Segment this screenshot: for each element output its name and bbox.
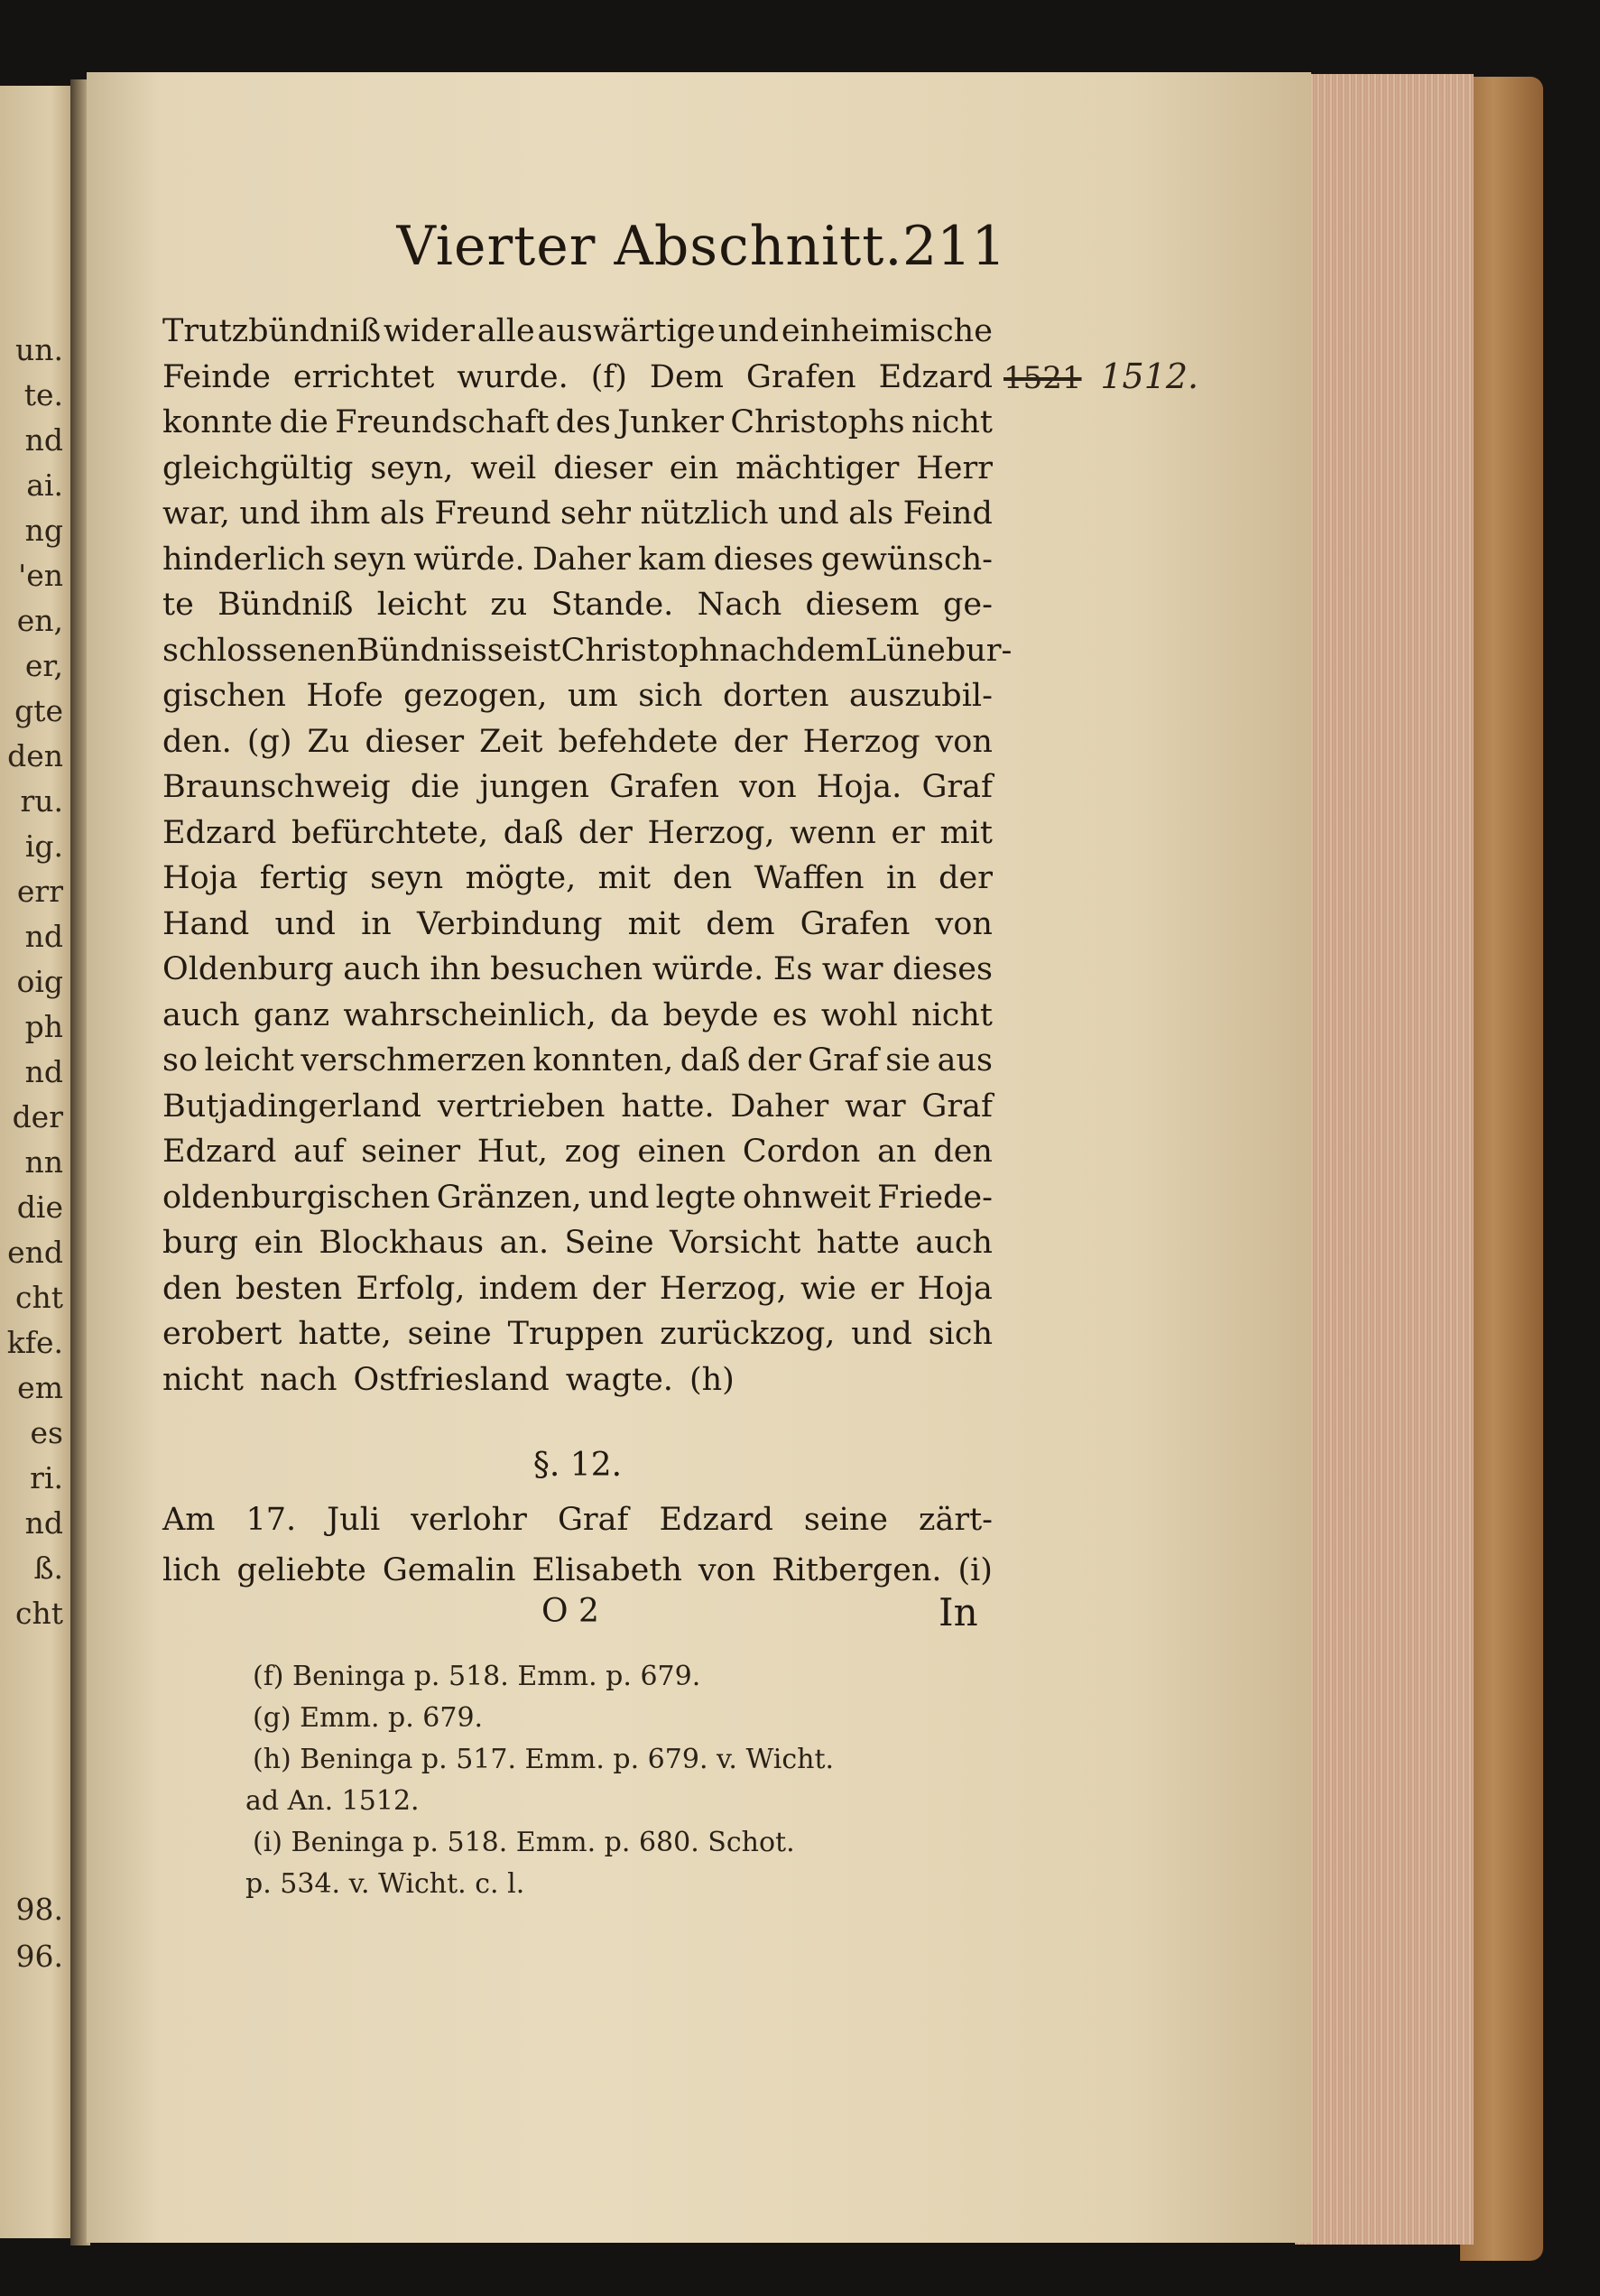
text-line: gleichgültig seyn, weil dieser ein mächtiger Herr xyxy=(162,449,993,486)
footnote-line: (g) Emm. p. 679. xyxy=(253,1702,484,1734)
previous-page-fragment: nd xyxy=(24,1505,63,1541)
section-text xyxy=(162,1495,993,1596)
previous-page-fragment: der xyxy=(12,1099,63,1134)
text-line: konnte die Freundschaft des Junker Christophs nicht xyxy=(162,404,993,440)
previous-page-fragment: oig xyxy=(16,964,63,999)
catchword: In xyxy=(939,1590,978,1634)
footnote-line: ad An. 1512. xyxy=(245,1785,420,1817)
previous-page-fragment: gte xyxy=(14,693,63,728)
footnote-line: (i) Beninga p. 518. Emm. p. 680. Schot. xyxy=(253,1827,795,1858)
previous-page-fragment: ß. xyxy=(33,1551,63,1586)
previous-page-fragment: 98. xyxy=(15,1892,63,1927)
text-line: erobert hatte, seine Truppen zurückzog, und sich xyxy=(162,1316,993,1352)
text-line: oldenburgischen Gränzen, und legte ohnweit Friede- xyxy=(162,1179,993,1216)
text-line: den besten Erfolg, indem der Herzog, wie er Hoja xyxy=(162,1270,993,1307)
previous-page-fragment: 'en xyxy=(18,558,63,593)
previous-page-fragment: cht xyxy=(15,1596,63,1631)
previous-page-fragment: em xyxy=(17,1370,63,1405)
previous-page-fragment: ai. xyxy=(26,468,63,503)
previous-page-fragment: nd xyxy=(24,422,63,458)
previous-page-fragment: ng xyxy=(24,513,63,548)
text-line: nicht nach Ostfriesland wagte. (h) xyxy=(162,1361,735,1398)
footnote-line: p. 534. v. Wicht. c. l. xyxy=(245,1868,525,1900)
page-number: 211 xyxy=(902,215,1006,278)
text-line: te Bündniß leicht zu Stande. Nach diesem ge- xyxy=(162,587,993,623)
text-line: burg ein Blockhaus an. Seine Vorsicht hatte auch xyxy=(162,1225,993,1261)
body-text xyxy=(162,309,1013,1403)
footnotes xyxy=(245,1656,1011,1905)
previous-page-fragment: end xyxy=(7,1235,63,1270)
previous-page-fragment: ru. xyxy=(20,783,63,819)
text-line: auch ganz wahrscheinlich, da beyde es wohl nicht xyxy=(162,996,993,1033)
handwritten-year: 1512. xyxy=(1100,356,1199,396)
previous-page-fragment: err xyxy=(16,874,63,909)
previous-page-fragment: en, xyxy=(16,603,63,638)
text-line: Edzard befürchtete, daß der Herzog, wenn er mit xyxy=(162,814,993,851)
text-line: schlossenen Bündnisse ist Christoph nach dem Lünebur- xyxy=(162,632,1013,669)
text-line: hinderlich seyn würde. Daher kam dieses gewünsch- xyxy=(162,541,993,578)
previous-page-fragment: kfe. xyxy=(6,1325,63,1360)
previous-page-fragment: un. xyxy=(15,332,63,367)
text-line: Hoja fertig seyn mögte, mit den Waffen in der xyxy=(162,860,993,896)
previous-page-fragment: nd xyxy=(24,919,63,954)
text-line: Feinde errichtet wurde. (f) Dem Grafen Edzard xyxy=(162,358,993,395)
text-line: Trutzbündniß wider alle auswärtige und einheimische xyxy=(162,313,993,349)
previous-page-fragment: ig. xyxy=(24,829,63,864)
previous-page-fragment: nn xyxy=(24,1144,63,1180)
previous-page-line-endings xyxy=(0,328,63,1636)
previous-page-fragment: den xyxy=(7,738,63,773)
footnote-line: (h) Beninga p. 517. Emm. p. 679. v. Wicht. xyxy=(253,1744,835,1775)
previous-page-fragment: cht xyxy=(15,1280,63,1315)
previous-page-fragment: te. xyxy=(23,377,63,412)
previous-page-fragment: die xyxy=(16,1190,63,1225)
text-line: Butjadingerland vertrieben hatte. Daher war Graf xyxy=(162,1088,993,1125)
section-heading: §. 12. xyxy=(532,1447,623,1484)
previous-page-edge xyxy=(0,86,72,2238)
previous-page-footnote-endings xyxy=(0,1886,63,1980)
previous-page-fragment: ri. xyxy=(30,1460,63,1495)
text-line: den. (g) Zu dieser Zeit befehdete der Herzog von xyxy=(162,723,993,760)
text-line: Hand und in Verbindung mit dem Grafen von xyxy=(162,905,993,942)
text-line: gischen Hofe gezogen, um sich dorten auszubil- xyxy=(162,678,993,714)
text-line: lich geliebte Gemalin Elisabeth von Ritbergen. (i) xyxy=(162,1552,993,1588)
signature-mark: O 2 xyxy=(541,1593,599,1630)
margin-annotation xyxy=(1003,356,1198,396)
text-line: Am 17. Juli verlohr Graf Edzard seine zärt- xyxy=(162,1502,993,1538)
struck-year: 1521 xyxy=(1003,360,1082,396)
text-line: Edzard auf seiner Hut, zog einen Cordon an den xyxy=(162,1134,993,1170)
text-line: Braunschweig die jungen Grafen von Hoja. Graf xyxy=(162,769,993,805)
page-block-edges xyxy=(1295,74,1474,2245)
previous-page-fragment: er, xyxy=(24,648,63,683)
text-line: so leicht verschmerzen konnten, daß der Graf sie aus xyxy=(162,1042,993,1079)
previous-page-fragment: ph xyxy=(24,1009,63,1044)
text-line: war, und ihm als Freund sehr nützlich und als Feind xyxy=(162,495,993,532)
previous-page-fragment: es xyxy=(30,1415,63,1450)
running-title: Vierter Abschnitt. xyxy=(396,215,903,278)
previous-page-fragment: 96. xyxy=(15,1939,63,1974)
footnote-line: (f) Beninga p. 518. Emm. p. 679. xyxy=(253,1661,701,1692)
previous-page-fragment: nd xyxy=(24,1054,63,1089)
text-line: Oldenburg auch ihn besuchen würde. Es war dieses xyxy=(162,951,993,987)
